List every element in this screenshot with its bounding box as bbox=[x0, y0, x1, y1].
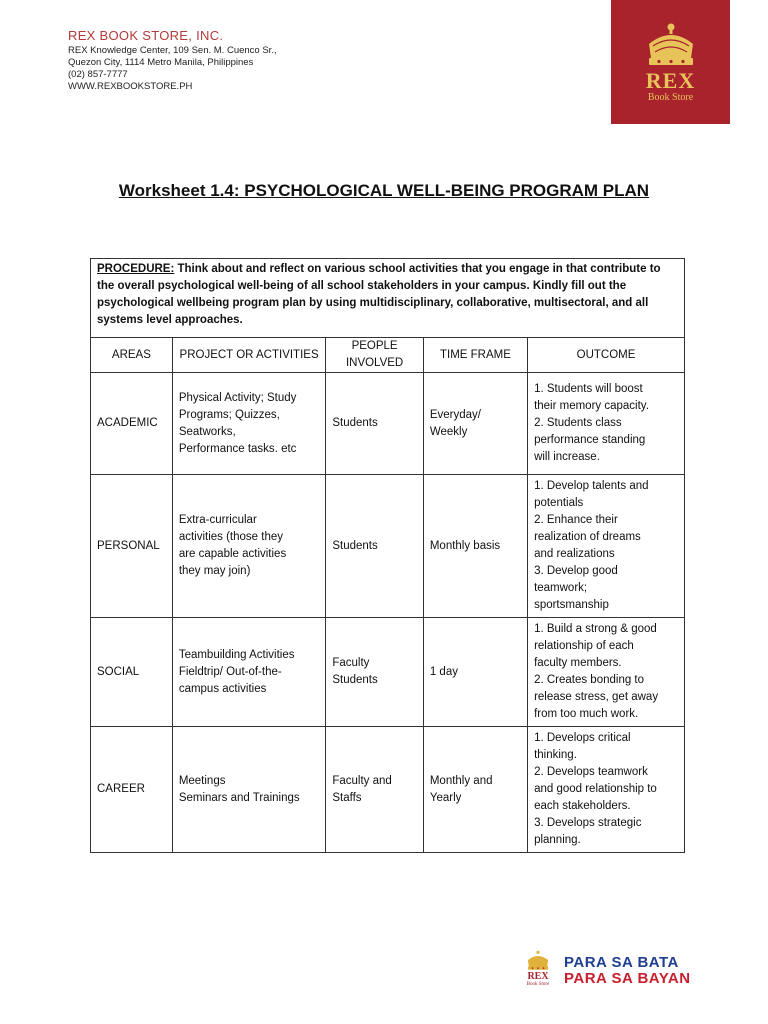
cell-line: and realizations bbox=[534, 548, 615, 560]
logo-wordmark: REX bbox=[645, 68, 696, 93]
outcome-cell bbox=[528, 618, 685, 727]
cell-line: relationship of each bbox=[534, 640, 634, 652]
cell-line: 1. Build a strong & good bbox=[534, 623, 657, 635]
crown-icon bbox=[643, 22, 699, 70]
cell-line: 2. Students class bbox=[534, 417, 622, 429]
area-cell: CAREER bbox=[91, 727, 173, 853]
cell-line: Monthly and bbox=[429, 774, 493, 787]
cell-line: Seatworks, bbox=[178, 425, 236, 438]
cell-line: performance standing bbox=[534, 434, 646, 446]
cell-line: 1 day bbox=[429, 665, 458, 678]
cell-line: Fieldtrip/ Out-of-the- bbox=[178, 665, 282, 678]
table-row bbox=[91, 727, 685, 853]
cell-line: Weekly bbox=[429, 425, 468, 438]
column-header: PROJECT OR ACTIVITIES bbox=[172, 338, 326, 373]
cell-line: Monthly basis bbox=[429, 539, 501, 552]
column-header: TIME FRAME bbox=[423, 338, 527, 373]
people-cell bbox=[326, 727, 424, 853]
people-cell bbox=[326, 475, 424, 618]
cell-line: campus activities bbox=[178, 682, 267, 695]
cell-line: Students bbox=[332, 674, 378, 686]
cell-line: 2. Develops teamwork bbox=[534, 766, 648, 778]
cell-line: Everyday/ bbox=[429, 408, 481, 421]
cell-line: thinking. bbox=[534, 749, 577, 761]
cell-line: Students bbox=[332, 417, 378, 429]
column-header: OUTCOME bbox=[528, 338, 685, 373]
cell-line: planning. bbox=[534, 834, 581, 846]
cell-line: faculty members. bbox=[534, 657, 622, 669]
company-name: REX BOOK STORE, INC. bbox=[68, 28, 224, 43]
project-cell bbox=[172, 727, 326, 853]
table-row bbox=[91, 373, 685, 475]
slogan-line-2: PARA SA BAYAN bbox=[564, 970, 691, 987]
cell-line: their memory capacity. bbox=[534, 400, 649, 412]
cell-line: release stress, get away bbox=[534, 691, 659, 703]
time-cell bbox=[423, 618, 527, 727]
cell-line: activities (those they bbox=[178, 531, 283, 543]
cell-line: 1. Students will boost bbox=[534, 383, 643, 395]
area-cell: PERSONAL bbox=[91, 475, 173, 618]
people-cell bbox=[326, 618, 424, 727]
cell-line: Teambuilding Activities bbox=[178, 648, 295, 661]
cell-line: from too much work. bbox=[534, 708, 639, 720]
time-cell bbox=[423, 727, 527, 853]
area-cell: SOCIAL bbox=[91, 618, 173, 727]
cell-line: Physical Activity; Study bbox=[178, 391, 297, 404]
cell-line: they may join) bbox=[178, 565, 251, 577]
table-row bbox=[91, 618, 685, 727]
crown-icon bbox=[525, 950, 551, 972]
procedure-text: Think about and reflect on various school activities that you engage in that contribute to the overall psychological well-being of all school stakeholders in your campus. Kindly fill out the psychological wellbeing program plan by using multidisciplinary, collaborative, multisectoral, and all systems level approaches. bbox=[97, 263, 661, 326]
cell-line: Seminars and Trainings bbox=[178, 791, 300, 804]
cell-line: teamwork; bbox=[534, 582, 588, 594]
cell-line: Faculty bbox=[332, 657, 370, 669]
cell-line: 1. Develop talents and bbox=[534, 480, 649, 492]
project-cell bbox=[172, 618, 326, 727]
procedure-row bbox=[91, 259, 685, 338]
footer-logo-subtitle: Book Store bbox=[526, 982, 550, 987]
company-info bbox=[68, 28, 277, 93]
footer-rex-logo bbox=[520, 950, 556, 992]
procedure-label: PROCEDURE: bbox=[97, 263, 175, 275]
procedure-cell bbox=[91, 259, 685, 338]
project-cell bbox=[172, 475, 326, 618]
phone-number: (02) 857-7777 bbox=[68, 69, 128, 80]
area-cell: ACADEMIC bbox=[91, 373, 173, 475]
cell-line: 3. Develop good bbox=[534, 565, 618, 577]
time-cell bbox=[423, 373, 527, 475]
cell-line: Staffs bbox=[332, 791, 362, 804]
outcome-cell bbox=[528, 727, 685, 853]
time-cell bbox=[423, 475, 527, 618]
cell-line: Programs; Quizzes, bbox=[178, 408, 280, 421]
cell-line: realization of dreams bbox=[534, 531, 641, 543]
cell-line: Performance tasks. etc bbox=[178, 442, 297, 455]
project-cell bbox=[172, 373, 326, 475]
cell-line: potentials bbox=[534, 497, 584, 509]
cell-line: Yearly bbox=[429, 791, 462, 804]
cell-line: 3. Develops strategic bbox=[534, 817, 642, 829]
program-plan-table bbox=[90, 258, 685, 853]
cell-line: sportsmanship bbox=[534, 599, 609, 611]
cell-line: 2. Creates bonding to bbox=[534, 674, 645, 686]
cell-line: and good relationship to bbox=[534, 783, 657, 795]
footer-branding bbox=[520, 950, 691, 992]
cell-line: are capable activities bbox=[178, 548, 287, 560]
footer-logo-wordmark: REX bbox=[527, 971, 549, 982]
outcome-cell bbox=[528, 475, 685, 618]
header-row bbox=[91, 338, 685, 373]
table-row bbox=[91, 475, 685, 618]
website-url: WWW.REXBOOKSTORE.PH bbox=[68, 81, 193, 92]
address-line: Quezon City, 1114 Metro Manila, Philippines bbox=[68, 57, 254, 68]
cell-line: 2. Enhance their bbox=[534, 514, 618, 526]
address-line: REX Knowledge Center, 109 Sen. M. Cuenco Sr., bbox=[68, 45, 277, 56]
people-cell bbox=[326, 373, 424, 475]
worksheet-title: Worksheet 1.4: PSYCHOLOGICAL WELL-BEING PROGRAM PLAN bbox=[118, 181, 650, 200]
cell-line: Extra-curricular bbox=[178, 514, 257, 526]
cell-line: Meetings bbox=[178, 774, 226, 787]
cell-line: 1. Develops critical bbox=[534, 732, 631, 744]
rex-logo bbox=[611, 0, 730, 124]
logo-subtitle: Book Store bbox=[647, 92, 694, 103]
outcome-cell bbox=[528, 373, 685, 475]
cell-line: Faculty and bbox=[332, 774, 392, 787]
cell-line: Students bbox=[332, 539, 378, 552]
slogan-line-1: PARA SA BATA bbox=[564, 954, 679, 971]
column-header: PEOPLE INVOLVED bbox=[326, 338, 424, 373]
cell-line: will increase. bbox=[534, 451, 600, 463]
column-header: AREAS bbox=[91, 338, 173, 373]
cell-line: each stakeholders. bbox=[534, 800, 631, 812]
slogan bbox=[564, 955, 691, 987]
